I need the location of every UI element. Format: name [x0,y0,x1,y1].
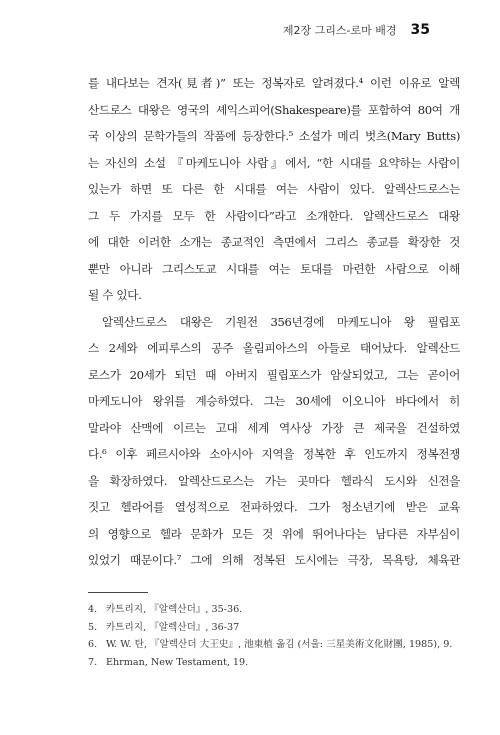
text-line: 는 자신의 소설 『마케도니아 사람』에서, “한 시대를 요약하는 사람이 [88,155,460,170]
text-line: 산드로스 대왕은 영국의 셰익스피어(Shakespeare)를 포함하여 80여 개 [88,102,460,117]
footnote-text: 카트리지, 『알렉산더』, 36-37 [106,621,240,633]
page-number: 35 [410,22,430,38]
text-line: 있었기 때문이다.⁷ 그에 의해 정복된 도시에는 극장, 목욕탕, 체육관 [88,553,460,567]
text-line: 에 대한 이러한 소개는 종교적인 측면에서 그리스 종교를 확장한 것 [88,235,460,249]
text-line: 국 이상의 문학가들의 작품에 등장한다.⁵ 소설가 메리 벗츠(Mary Butts) [88,129,460,143]
text-line: 그 두 가지를 모두 한 사람이다”라고 소개한다. 알렉산드로스 대왕 [88,208,460,223]
footnote-text: 카트리지, 『알렉산더』, 35-36. [106,604,243,615]
text-line: 말라야 산맥에 이르는 고대 세계 역사상 가장 큰 제국을 건설하였 [88,420,460,435]
footnotes [88,601,468,671]
text-line: 짓고 헬라어를 열성적으로 전파하였다. 그가 청소년기에 받은 교육 [88,500,460,514]
footnote-number: 5. [88,621,98,633]
text-line: 를 내다보는 견자(見者)” 또는 정복자로 알려졌다.⁴ 이런 이유로 알렉 [88,76,460,90]
text-line: 될 수 있다. [88,288,142,302]
text-line: 알렉산드로스 대왕은 기원전 356년경에 마케도니아 왕 필립포 [102,314,460,329]
text-line: 로스가 20세가 되던 때 아버지 필립포스가 암살되었고, 그는 곧이어 [88,367,460,382]
text-line: 의 영향으로 헬라 문화가 모든 것 위에 뛰어나다는 남다른 자부심이 [88,526,460,541]
footnote-number: 4. [88,604,98,615]
text-line: 마케도니아 왕위를 계승하였다. 그는 30세에 이오니아 바다에서 히 [88,394,460,408]
body-text [88,70,460,574]
text-line: 스 2세와 에피루스의 공주 올림피아스의 아들로 태어났다. 알렉산드 [88,341,460,355]
page-header [283,22,430,38]
running-head: 제2장 그리스-로마 배경 [282,24,397,37]
text-line: 있는가 하면 또 다른 한 시대를 여는 사람이 있다. 알렉산드로스는 [88,182,460,196]
footnote-item [88,619,468,637]
footnote-number: 6. [88,639,98,650]
footnote-text: Ehrman, New Testament, 19. [106,656,249,668]
text-line: 을 확장하였다. 알렉산드로스는 가는 곳마다 헬라식 도시와 신전을 [88,473,460,488]
footnote-text: W. W. 탄, 『알렉산더 大王史』, 池東植 옮김 (서울: 三星美術文化財團, 1985), 9. [106,639,453,650]
text-line: 뿐만 아니라 그리스도교 시대를 여는 토대를 마련한 사람으로 이해 [88,261,460,276]
footnote-item [88,601,468,619]
text-line: 다.⁶ 이후 페르시아와 소아시아 지역을 정복한 후 인도까지 정복전쟁 [88,447,460,461]
footnote-number: 7. [88,656,98,668]
footnote-rule [88,592,148,593]
footnote-item [88,636,468,654]
footnote-item [88,654,468,672]
